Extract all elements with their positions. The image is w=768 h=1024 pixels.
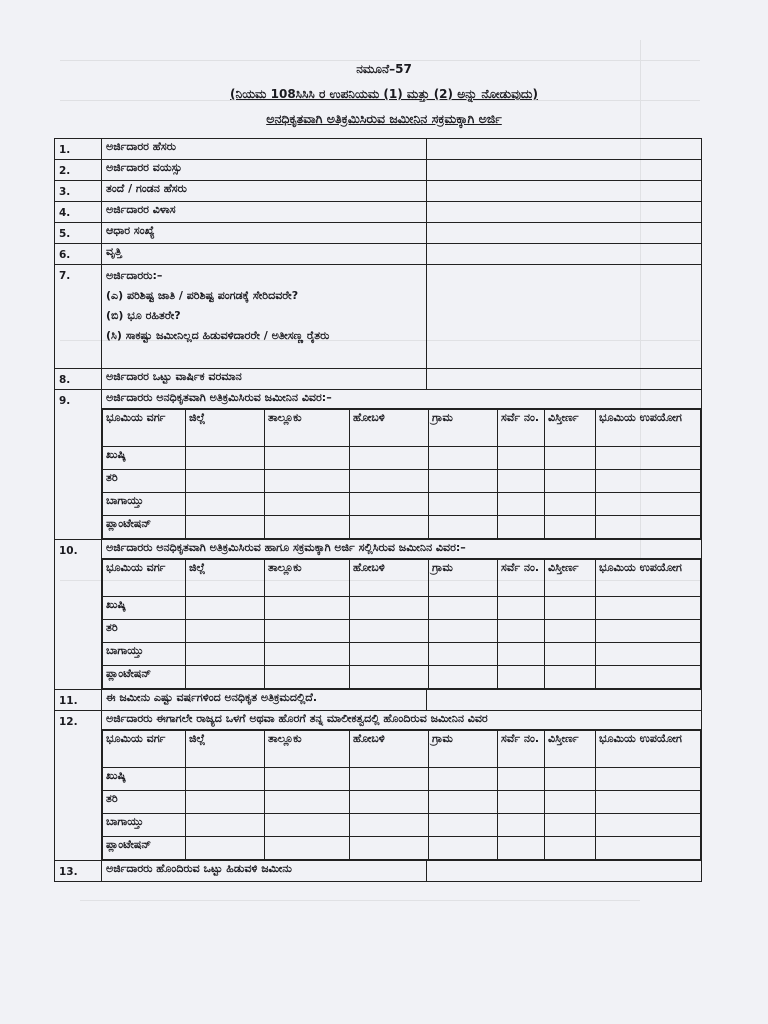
- row-number: 11.: [55, 690, 102, 711]
- row-number: 8.: [55, 369, 102, 390]
- row-number: 5.: [55, 223, 102, 244]
- row-number: 6.: [55, 244, 102, 265]
- form-row-11: [55, 690, 702, 711]
- col-village: ಗ್ರಾಮ: [429, 731, 498, 768]
- answer-field-income[interactable]: [427, 369, 702, 390]
- land-table-header: [103, 560, 701, 597]
- table-row: [103, 791, 701, 814]
- table-row: [103, 768, 701, 791]
- row-number: 13.: [55, 861, 102, 882]
- col-survey-no: ಸರ್ವೆ ನಂ.: [498, 410, 545, 447]
- row-label-group: [102, 265, 427, 369]
- table-row: [103, 620, 701, 643]
- col-district: ಜಿಲ್ಲೆ: [186, 731, 265, 768]
- col-district: ಜಿಲ್ಲೆ: [186, 410, 265, 447]
- form-row: [55, 369, 702, 390]
- row-label: ಅರ್ಜಿದಾರರ ವಯಸ್ಸು: [102, 160, 427, 181]
- form-row: [55, 202, 702, 223]
- land-class-label: ಬಾಗಾಯ್ತು: [103, 643, 186, 666]
- col-survey-no: ಸರ್ವೆ ನಂ.: [498, 731, 545, 768]
- land-class-label: ತರಿ: [103, 620, 186, 643]
- answer-field-age[interactable]: [427, 160, 702, 181]
- row-label: ಈ ಜಮೀನು ಎಷ್ಟು ವರ್ಷಗಳಿಂದ ಅನಧಿಕೃತ ಅತಿಕ್ರಮದಲ್ಲಿದೆ.: [102, 690, 427, 711]
- table-row: [103, 837, 701, 860]
- col-extent: ವಿಸ್ತೀರ್ಣ: [545, 560, 596, 597]
- row-label: ಅರ್ಜಿದಾರರ ವಿಳಾಸ: [102, 202, 427, 223]
- form-row: [55, 160, 702, 181]
- col-land-class: ಭೂಮಿಯ ವರ್ಗ: [103, 731, 186, 768]
- row-label: ಆಧಾರ ಸಂಖ್ಯೆ: [102, 223, 427, 244]
- land-class-label: ಪ್ಲಾಂಟೇಷನ್: [103, 837, 186, 860]
- land-detail-row: [55, 409, 702, 540]
- row-number: 9.: [55, 390, 102, 540]
- table-row: [103, 447, 701, 470]
- col-land-class: ಭೂಮಿಯ ವರ್ಗ: [103, 410, 186, 447]
- form-row: [55, 223, 702, 244]
- answer-field-address[interactable]: [427, 202, 702, 223]
- land-class-label: ಪ್ಲಾಂಟೇಷನ್: [103, 666, 186, 689]
- table-row: [103, 814, 701, 837]
- row-number: 3.: [55, 181, 102, 202]
- form-row-12: [55, 711, 702, 730]
- col-taluk: ತಾಲ್ಲೂಕು: [265, 560, 350, 597]
- col-land-use: ಭೂಮಿಯ ಉಪಯೋಗ: [596, 410, 701, 447]
- land-class-label: ತರಿ: [103, 470, 186, 493]
- row-label: ಅರ್ಜಿದಾರರು ಅನಧಿಕೃತವಾಗಿ ಅತಿಕ್ರಮಿಸಿರುವ ಜಮೀನಿನ ವಿವರ:–: [102, 390, 702, 409]
- col-land-class: ಭೂಮಿಯ ವರ್ಗ: [103, 560, 186, 597]
- row-label: ತಂದೆ / ಗಂಡನ ಹೆಸರು: [102, 181, 427, 202]
- row-number: 7.: [55, 265, 102, 369]
- col-village: ಗ್ರಾಮ: [429, 560, 498, 597]
- land-class-label: ಖುಷ್ಕಿ: [103, 597, 186, 620]
- answer-field-name[interactable]: [427, 139, 702, 160]
- row-number: 12.: [55, 711, 102, 861]
- row-label: ಅರ್ಜಿದಾರರ ಹೆಸರು: [102, 139, 427, 160]
- col-hobli: ಹೋಬಳಿ: [350, 410, 429, 447]
- land-table-header: [103, 410, 701, 447]
- form-row: [55, 244, 702, 265]
- land-table-header: [103, 731, 701, 768]
- form-row-10: [55, 540, 702, 559]
- form-number: ನಮೂನೆ–57: [356, 62, 412, 76]
- land-class-label: ಪ್ಲಾಂಟೇಷನ್: [103, 516, 186, 539]
- row-7b-label: (ಬಿ) ಭೂ ರಹಿತರೇ?: [106, 309, 181, 322]
- row-number: 10.: [55, 540, 102, 690]
- row-7a-label: (ಎ) ಪರಿಶಿಷ್ಟ ಜಾತಿ / ಪರಿಶಿಷ್ಟ ಪಂಗಡಕ್ಕೆ ಸೇರಿದವರೇ?: [106, 289, 299, 302]
- table-row: [103, 643, 701, 666]
- row-label: ಅರ್ಜಿದಾರರು ಅನಧಿಕೃತವಾಗಿ ಅತಿಕ್ರಮಿಸಿರುವ ಹಾಗೂ ಸಕ್ರಮಕ್ಕಾಗಿ ಅರ್ಜಿ ಸಲ್ಲಿಸಿರುವ ಜಮೀನಿನ ವಿವರ:–: [102, 540, 702, 559]
- answer-field-category[interactable]: [427, 265, 702, 369]
- rule-reference: (ನಿಯಮ 108ಸಿಸಿಸಿ ರ ಉಪನಿಯಮ (1) ಮತ್ತು (2) ಅನ್ನು ನೋಡುವುದು): [230, 87, 538, 101]
- col-hobli: ಹೋಬಳಿ: [350, 560, 429, 597]
- col-village: ಗ್ರಾಮ: [429, 410, 498, 447]
- row-number: 1.: [55, 139, 102, 160]
- table-row: [103, 470, 701, 493]
- col-extent: ವಿಸ್ತೀರ್ಣ: [545, 731, 596, 768]
- row-label: ವೃತ್ತಿ: [102, 244, 427, 265]
- land-detail-row: [55, 730, 702, 861]
- col-survey-no: ಸರ್ವೆ ನಂ.: [498, 560, 545, 597]
- answer-field-years[interactable]: [427, 690, 702, 711]
- row-7c-label: (ಸಿ) ಸಾಕಷ್ಟು ಜಮೀನಿಲ್ಲದ ಹಿಡುವಳಿದಾರರೇ / ಅತೀಸಣ್ಣ ರೈತರು: [106, 329, 330, 342]
- land-detail-row: [55, 559, 702, 690]
- form-title: ಅನಧಿಕೃತವಾಗಿ ಅತಿಕ್ರಮಿಸಿರುವ ಜಮೀನಿನ ಸಕ್ರಮಕ್ಕಾಗಿ ಅರ್ಜಿ: [266, 111, 502, 126]
- application-form-table: [54, 138, 702, 882]
- land-class-label: ತರಿ: [103, 791, 186, 814]
- table-row: [103, 666, 701, 689]
- land-details-table: [102, 559, 701, 689]
- col-taluk: ತಾಲ್ಲೂಕು: [265, 410, 350, 447]
- col-taluk: ತಾಲ್ಲೂಕು: [265, 731, 350, 768]
- table-row: [103, 597, 701, 620]
- table-row: [103, 493, 701, 516]
- col-land-use: ಭೂಮಿಯ ಉಪಯೋಗ: [596, 731, 701, 768]
- land-class-label: ಬಾಗಾಯ್ತು: [103, 493, 186, 516]
- answer-field-aadhaar[interactable]: [427, 223, 702, 244]
- row-label: ಅರ್ಜಿದಾರರ ಒಟ್ಟು ವಾರ್ಷಿಕ ವರಮಾನ: [102, 369, 427, 390]
- col-land-use: ಭೂಮಿಯ ಉಪಯೋಗ: [596, 560, 701, 597]
- land-class-label: ಖುಷ್ಕಿ: [103, 447, 186, 470]
- answer-field-father-husband[interactable]: [427, 181, 702, 202]
- col-hobli: ಹೋಬಳಿ: [350, 731, 429, 768]
- row-number: 4.: [55, 202, 102, 223]
- col-extent: ವಿಸ್ತೀರ್ಣ: [545, 410, 596, 447]
- form-row-7: [55, 265, 702, 369]
- land-class-label: ಬಾಗಾಯ್ತು: [103, 814, 186, 837]
- row-label: ಅರ್ಜಿದಾರರು ಹೊಂದಿರುವ ಒಟ್ಟು ಹಿಡುವಳಿ ಜಮೀನು: [102, 861, 427, 882]
- row-number: 2.: [55, 160, 102, 181]
- form-row-9: [55, 390, 702, 409]
- land-class-label: ಖುಷ್ಕಿ: [103, 768, 186, 791]
- form-row: [55, 181, 702, 202]
- table-row: [103, 516, 701, 539]
- answer-field-occupation[interactable]: [427, 244, 702, 265]
- land-details-table: [102, 409, 701, 539]
- col-district: ಜಿಲ್ಲೆ: [186, 560, 265, 597]
- form-row-13: [55, 861, 702, 882]
- answer-field-total-holding[interactable]: [427, 861, 702, 882]
- row-label: ಅರ್ಜಿದಾರರು:–: [106, 269, 163, 282]
- land-details-table: [102, 730, 701, 860]
- row-label: ಅರ್ಜಿದಾರರು ಈಗಾಗಲೇ ರಾಜ್ಯದ ಒಳಗೆ ಅಥವಾ ಹೊರಗೆ ತನ್ನ ಮಾಲೀಕತ್ವದಲ್ಲಿ ಹೊಂದಿರುವ ಜಮೀನಿನ ವಿವರ: [102, 711, 702, 730]
- form-row: [55, 139, 702, 160]
